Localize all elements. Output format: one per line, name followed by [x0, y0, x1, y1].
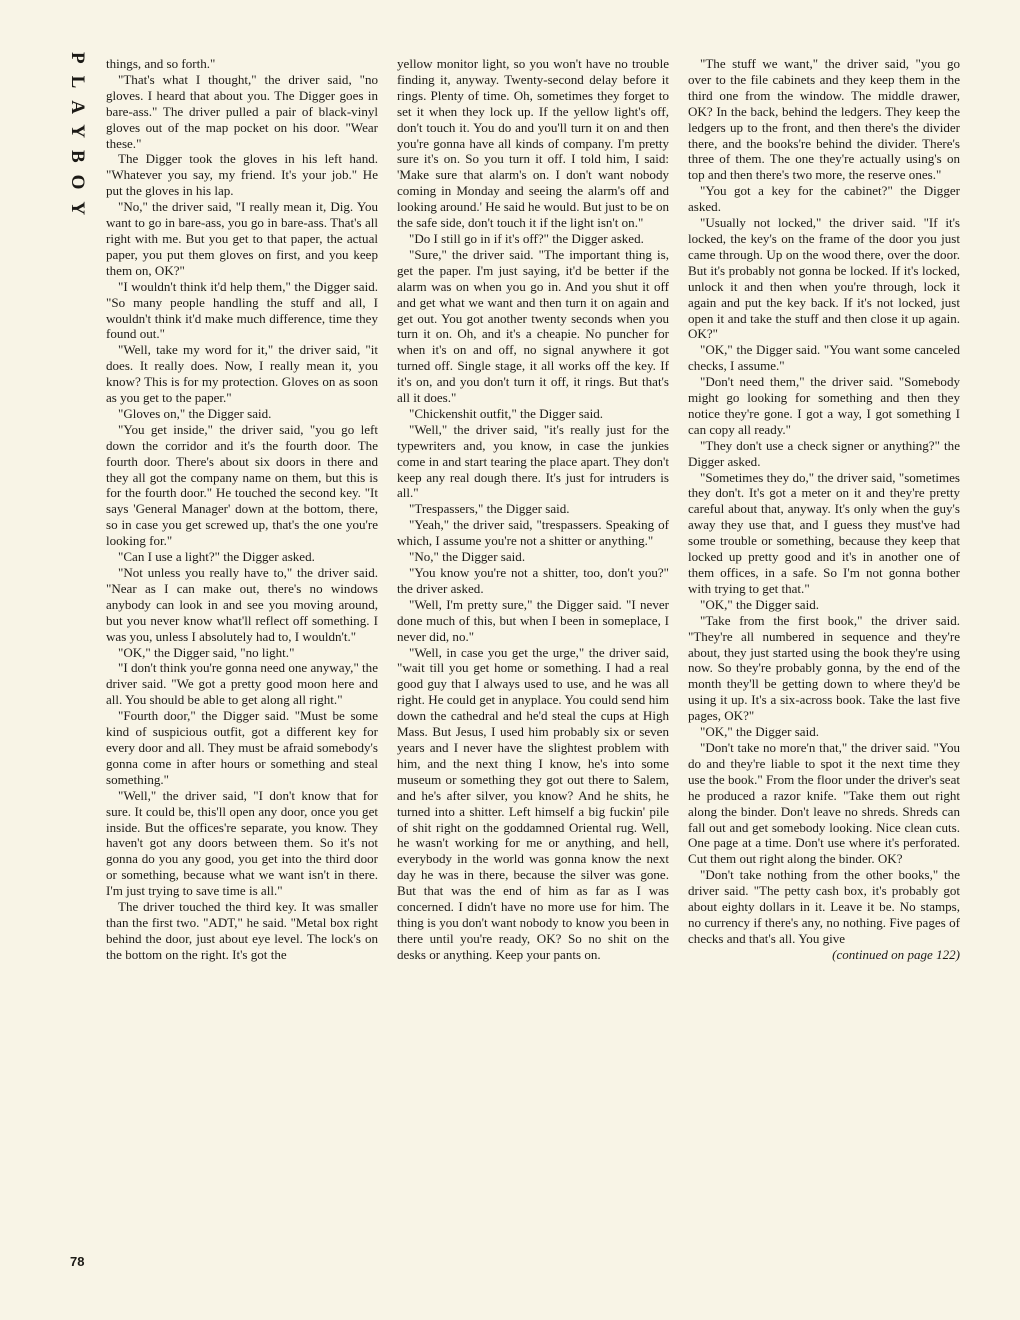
- paragraph: "You know you're not a shitter, too, don't you?" the driver asked.: [397, 565, 669, 596]
- paragraph: "OK," the Digger said. "You want some canceled checks, I assume.": [688, 342, 960, 374]
- paragraph: "That's what I thought," the driver said, "no gloves. I heard that about you. The Digger goes in bare-ass." The driver pulled a pair of black-vinyl gloves out of the map pocket on his door. "Wear these.": [106, 71, 378, 151]
- paragraph: "Yeah," the driver said, "trespassers. Speaking of which, I assume you're not a shitter or anything.": [397, 517, 669, 549]
- paragraph: "Well, in case you get the urge," the driver said, "wait till you get home or something. I had a real good guy that I always used to use, and he was all right. He could get in anyplace. You could send him down the cathedral and he'd steal the cups at High Mass. But Jesus, I used him probably six or seven years and I never have the slightest problem with him, and the next thing I know, he's into some museum or something they got out there to Salem, and he's after silver, you know? And he shits, he turned into a shitter. Left himself a big fuckin' pile of shit right on the goddamned Oriental rug. Well, he wasn't working for me or anything, and hell, everybody in the world was gonna know the next day he was in there, because the silver was gone. But that was the end of him as far as I was concerned. I didn't have no more use for him. The thing is you don't want nobody to know you been in there until you're ready, OK? So no shit on the desks or anything. Keep your pants on.: [397, 644, 669, 962]
- paragraph: "They don't use a check signer or anything?" the Digger asked.: [688, 437, 960, 469]
- paragraph: "You got a key for the cabinet?" the Digger asked.: [688, 183, 960, 215]
- paragraph: "Fourth door," the Digger said. "Must be some kind of suspicious outfit, got a different key for every door and all. They must be afraid somebody's gonna come in after hours or something and steal something.": [106, 708, 378, 787]
- paragraph: "Can I use a light?" the Digger asked.: [118, 549, 315, 565]
- paragraph: "Don't take nothing from the other books," the driver said. "The petty cash box, it's probably got about eighty dollars in it. Leave it be. No stamps, no currency if there's any, no nothing. Five pages of checks and that's all. You give: [688, 867, 960, 946]
- paragraph: "Well," the driver said, "it's really just for the typewriters and, you know, in case the junkies come in and start tearing the place apart. They don't keep any real dough there. It's just for intruders is all.": [397, 421, 669, 501]
- paragraph: "Well, take my word for it," the driver said, "it does. It really does. Now, I really mean it, you know? This is for my protection. Gloves on as soon as you get to the paper.": [106, 342, 378, 406]
- text-column-3: [688, 56, 960, 1276]
- paragraph: "No," the Digger said.: [409, 549, 526, 565]
- paragraph: "Don't need them," the driver said. "Somebody might go looking for something and then they notice they're gone. I got a way, I got something I can copy all ready.": [688, 374, 960, 437]
- paragraph: "I don't think you're gonna need one anyway," the driver said. "We got a pretty good moon here and all. You should be able to get along all right.": [106, 660, 378, 708]
- paragraph: "Well, I'm pretty sure," the Digger said. "I never done much of this, but when I been in someplace, I never did, no.": [397, 596, 669, 644]
- paragraph: The driver touched the third key. It was smaller than the first two. "ADT," he said. "Metal box right behind the door, just about eye level. The lock's on the bottom on the right. It's got the: [106, 899, 378, 962]
- paragraph: "Well," the driver said, "I don't know that for sure. It could be, this'll open any door, once you get inside. But the offices're separate, you know. They haven't got any doors between them. So it's not gonna do you any good, you get into the third door or something, because what we want isn't in there. I'm just trying to save time is all.": [106, 787, 378, 899]
- paragraph: "Sometimes they do," the driver said, "sometimes they don't. It's got a meter on it and they're pretty careful about that, anyway. It's only when the guy's away they use that, and I guess they must've had some trouble or something, because they keep that locked up pretty good and it's in another one of them offices, in a safe. So I'm not gonna bother with trying to get that.": [688, 469, 960, 596]
- paragraph: "Not unless you really have to," the driver said. "Near as I can make out, there's no windows anybody can look in and see you moving around, but you never know what'll reflect off something. I was you, unless I absolutely had to, I wouldn't.": [106, 565, 378, 644]
- paragraph: "Sure," the driver said. "The important thing is, get the paper. I'm just saying, it'd be better if the alarm was on when you go in. And you shut it off and get what we want and then turn it on again and get out. You got another twenty seconds when you turn it on. Oh, and it's a cheapie. No puncher for when it's on and off, no signal anywhere it got turned off. Single stage, it all works off the key. If it's on, and you don't turn it off, it rings. But that's all it does.": [397, 246, 669, 406]
- paragraph: yellow monitor light, so you won't have no trouble finding it, anyway. Twenty-second delay before it rings. Plenty of time. Oh, sometimes they forget to set it when they lock up. If the yellow light's off, don't touch it. You do and you'll turn it on and then you're gonna have all kinds of company. I'm pretty sure it's on. So you turn it off. I told him, I said: 'Make sure that alarm's on. I don't want nobody coming in Monday and seeing the alarm's off and looking around.' He said he would. But just to be on the safe side, don't touch it if the light isn't on.": [397, 56, 669, 231]
- paragraph: "OK," the Digger said.: [700, 724, 819, 740]
- paragraph: "No," the driver said, "I really mean it, Dig. You want to go in bare-ass, you go in bare-ass. That's all right with me. But you get to that paper, the actual paper, you put them gloves on first, and you keep them on, OK?": [106, 199, 378, 278]
- paragraph: "You get inside," the driver said, "you go left down the corridor and it's the fourth door. The fourth door. There's about six doors in there and they all got the company name on them, but this is for the fourth door." He touched the second key. "It says 'General Manager' down at the bottom, there, so in case you get screwed up, that's the one you're looking for.": [106, 421, 378, 549]
- paragraph: "Trespassers," the Digger said.: [409, 501, 570, 517]
- paragraph: "Gloves on," the Digger said.: [118, 405, 272, 421]
- continued-note: (continued on page 122): [832, 946, 960, 962]
- paragraph: "OK," the Digger said, "no light.": [118, 644, 295, 660]
- paragraph: The Digger took the gloves in his left hand. "Whatever you say, my friend. It's your job." He put the gloves in his lap.: [106, 151, 378, 199]
- paragraph: "I wouldn't think it'd help them," the Digger said. "So many people handling the stuff and all, I wouldn't think it'd make much difference, time they found out.": [106, 278, 378, 342]
- paragraph: things, and so forth.": [106, 56, 216, 71]
- paragraph: "Take from the first book," the driver said. "They're all numbered in sequence and they're about, they just started using the book they're using now. So they're probably gonna, by the end of the month they'll be getting down to where they'd be using it up. It's a six-across book. Take the last five pages, OK?": [688, 612, 960, 724]
- page-number: 78: [70, 1254, 85, 1269]
- paragraph: "Usually not locked," the driver said. "If it's locked, the key's on the frame of the door you just came through. Up on the wood there, over the door. But it's probably not gonna be locked. If it's locked, unlock it and then when you're through, lock it again and put the key back. If it's not locked, just open it and take the stuff and then close it up again. OK?": [688, 215, 960, 342]
- paragraph: "Don't take no more'n that," the driver said. "You do and they're liable to spot it the next time they use the book." From the floor under the driver's seat he produced a razor knife. "Take them out right along the binder. Don't leave no shreds. Shreds can fall out and get somebody looking. Nice clean cuts. One page at a time. Don't use where it's perforated. Cut them out right along the binder. OK?: [688, 739, 960, 867]
- paragraph: "Do I still go in if it's off?" the Digger asked.: [409, 230, 644, 246]
- paragraph: "Chickenshit outfit," the Digger said.: [409, 405, 604, 421]
- paragraph: "OK," the Digger said.: [700, 596, 819, 612]
- paragraph: "The stuff we want," the driver said, "you go over to the file cabinets and they keep them in the third one from the window. The middle drawer, OK? In the back, behind the ledgers. They keep the ledgers up to the front, and then there's the divider there, and the books're behind the divider. There's three of them. The one they're actually using's on top and then there's two more, the reserve ones.": [688, 56, 960, 183]
- magazine-masthead: PLAYBOY: [67, 52, 88, 228]
- text-column-1: [106, 56, 378, 1276]
- text-column-2: [397, 56, 669, 1276]
